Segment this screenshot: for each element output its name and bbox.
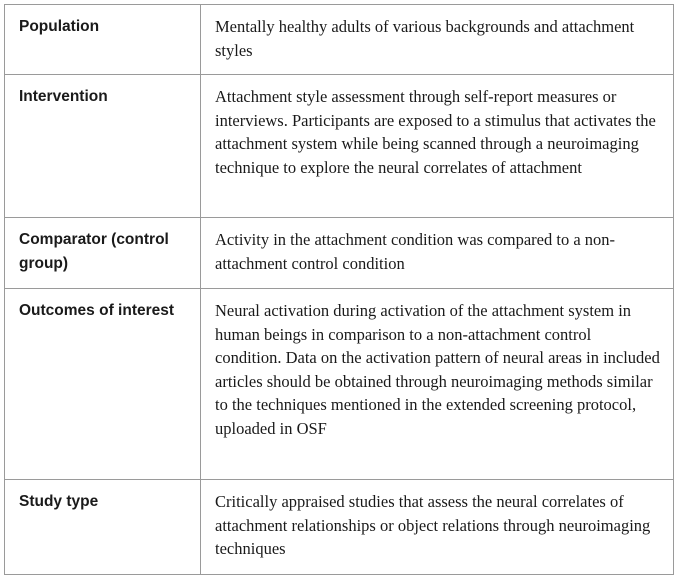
- row-value: Critically appraised studies that assess the neural correlates of attachment relationships or object relations through neuroimaging techniques: [201, 480, 674, 575]
- row-label: Outcomes of interest: [5, 289, 201, 480]
- table-row-intervention: [5, 75, 674, 218]
- row-value: Neural activation during activation of the attachment system in human beings in comparison to a non-attachment control condition. Data on the activation pattern of neural areas in included articles should be obtained through neuroimaging methods similar to the techniques mentioned in the extended screening protocol, uploaded in OSF: [201, 289, 674, 480]
- table-row-outcomes: [5, 289, 674, 480]
- row-label: Population: [5, 5, 201, 75]
- table-row-study-type: [5, 480, 674, 575]
- table-row-comparator: [5, 218, 674, 289]
- row-value: Attachment style assessment through self-report measures or interviews. Participants are exposed to a stimulus that activates the attachment system while being scanned through a neuroimaging technique to explore the neural correlates of attachment: [201, 75, 674, 218]
- row-label: Intervention: [5, 75, 201, 218]
- pico-table-container: [4, 4, 673, 568]
- row-label: Comparator (control group): [5, 218, 201, 289]
- table-row-population: [5, 5, 674, 75]
- row-value: Mentally healthy adults of various backgrounds and attachment styles: [201, 5, 674, 75]
- pico-criteria-table: [4, 4, 674, 575]
- row-value: Activity in the attachment condition was compared to a non-attachment control condition: [201, 218, 674, 289]
- row-label: Study type: [5, 480, 201, 575]
